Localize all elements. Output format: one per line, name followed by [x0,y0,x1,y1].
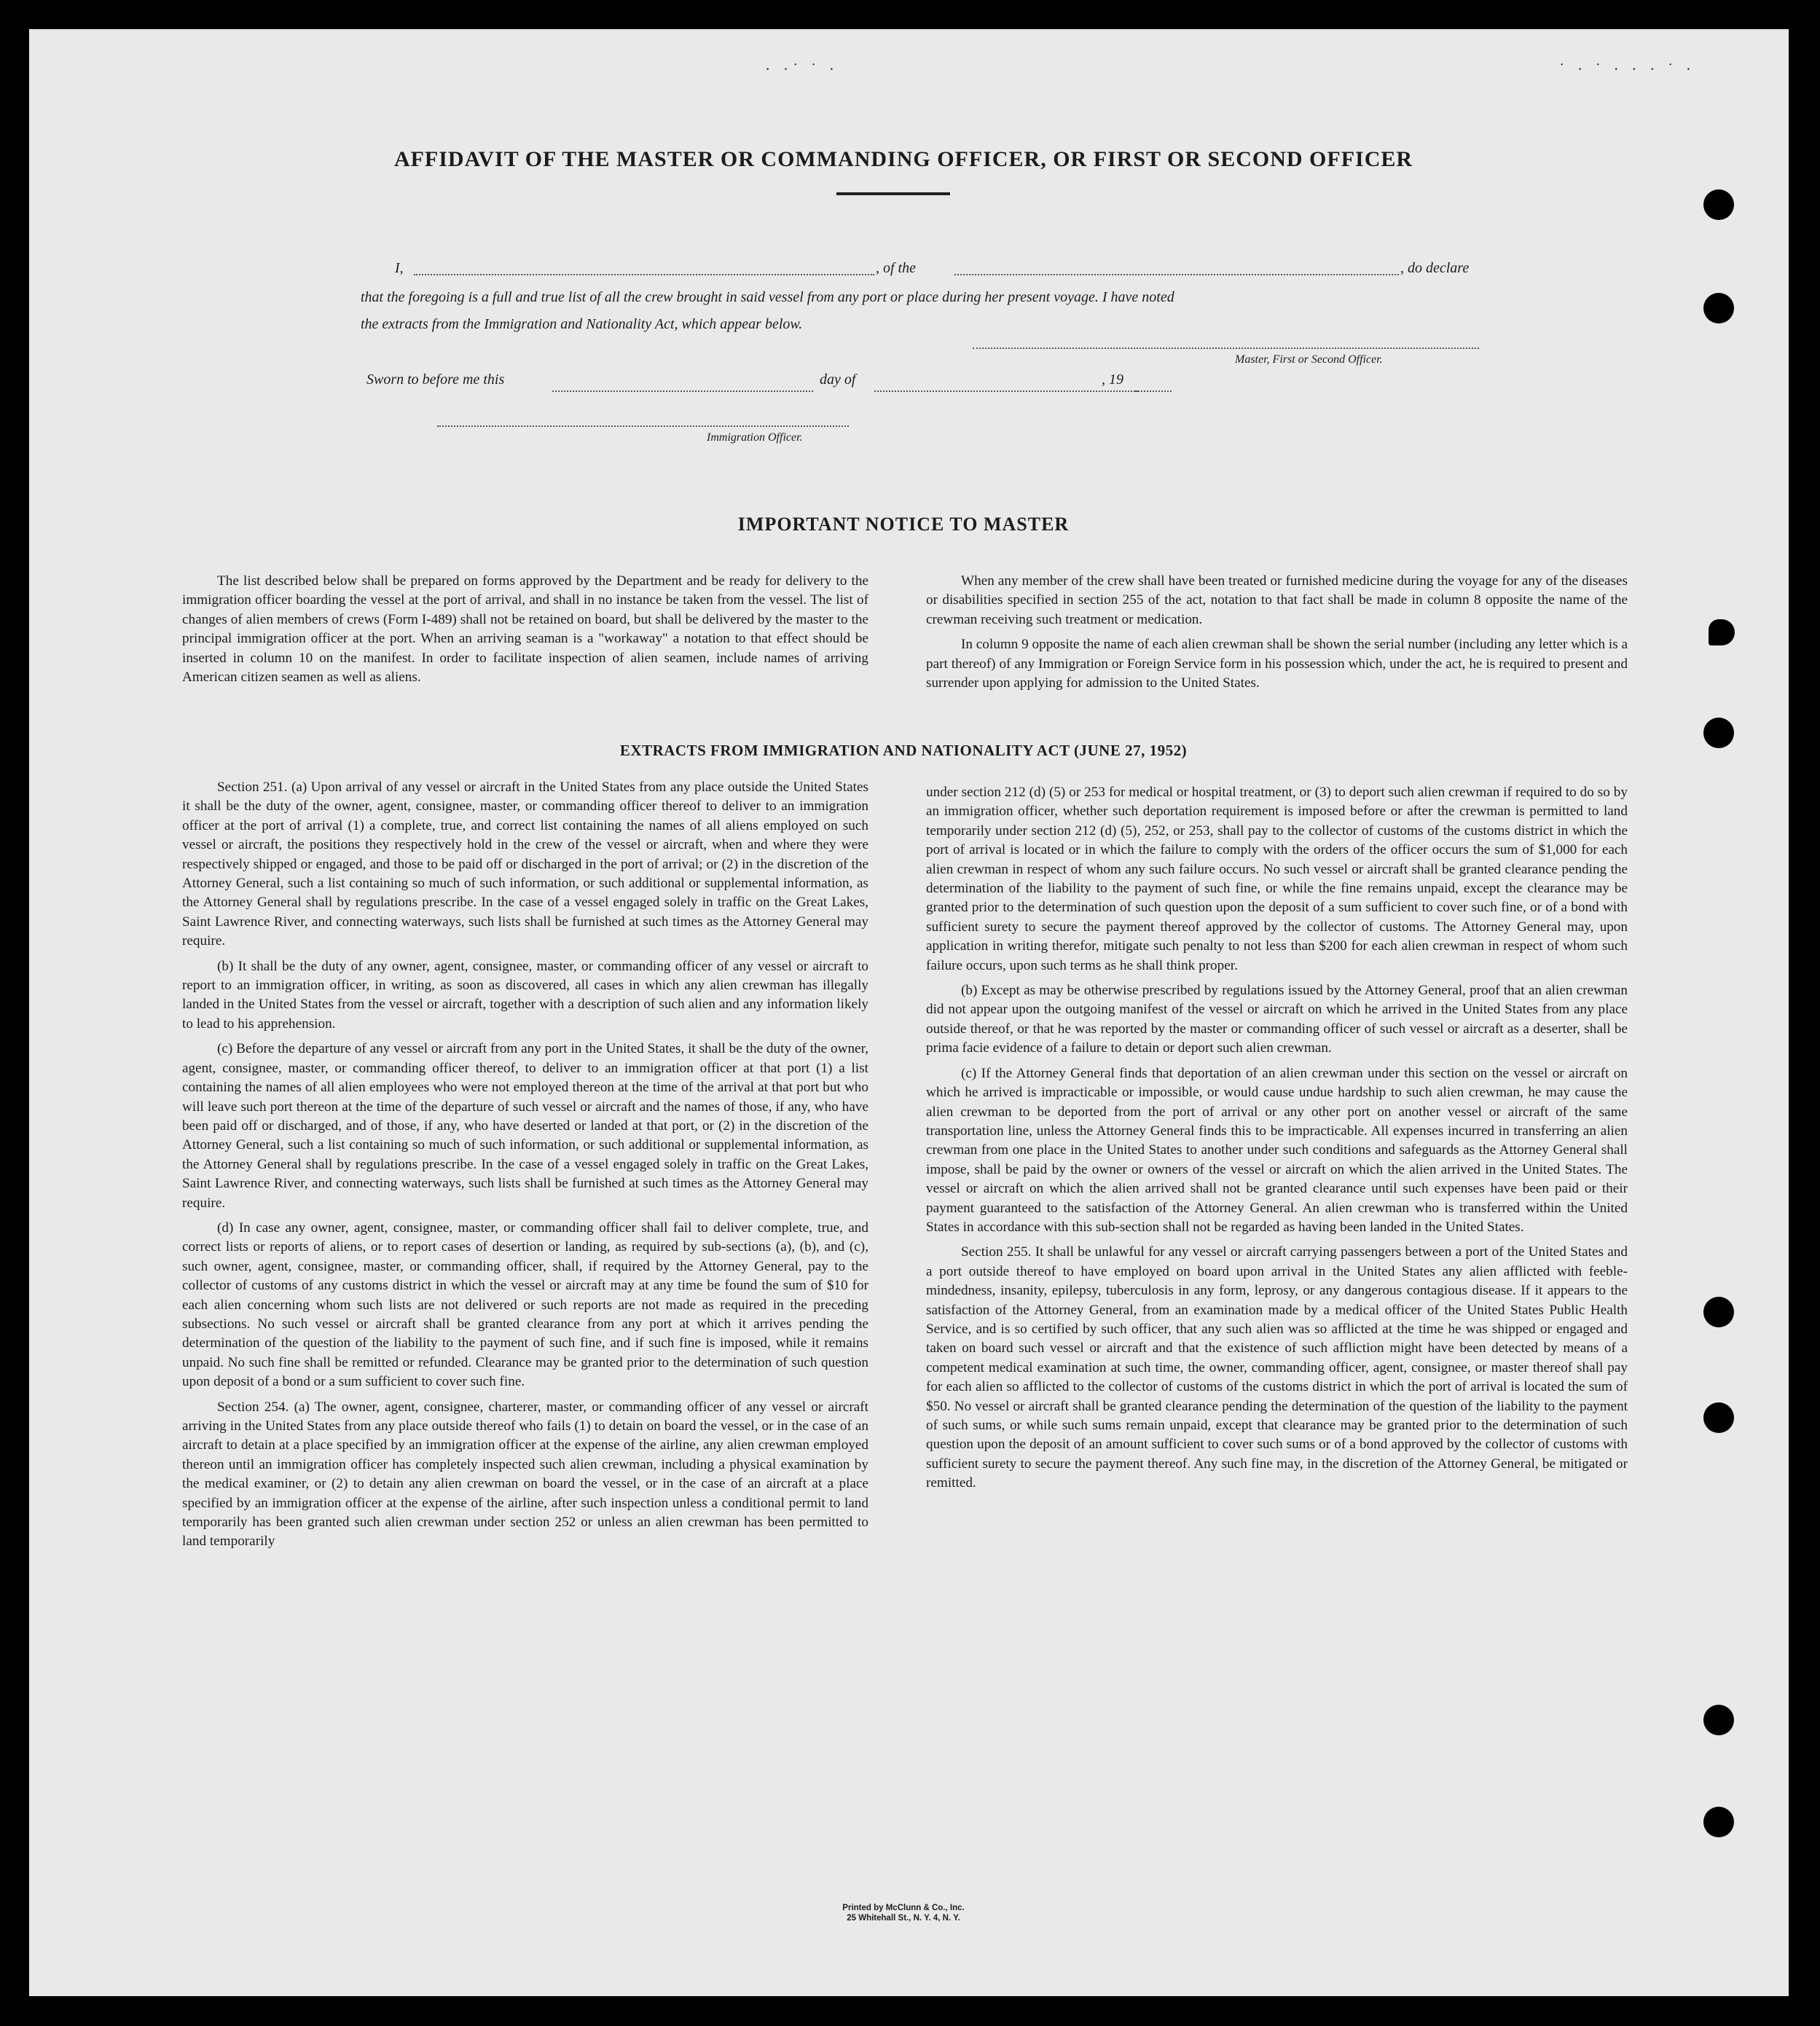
declaration-line-3: the extracts from the Immigration and Nationality Act, which appear below. [361,316,803,332]
sworn-year-prefix: , 19 [1102,372,1123,388]
immigration-officer-signature-line[interactable] [437,425,849,427]
extracts-right-column [926,783,1628,1499]
section-254-c: (c) If the Attorney General finds that deportation of an alien crewman under this section on the vessel or aircraft on which he arrived is impracticable or impossible, or would cause undue hardship to such alien crewman, he may cause the alien crewman to be deported from the port of arrival or any other port on another vessel or aircraft of the same transportation line, unless the Attorney General finds this to be impracticable. All expenses incurred in transferring an alien crewman from one place in the United States to another under such conditions and safeguards as the Attorney General shall impose, shall be paid by the owner or owners of the vessel or aircraft on which the alien arrived in the United States. The vessel or aircraft on which the alien arrived shall not be granted clearance until such expenses have been paid or their payment guaranteed to the satisfaction of the Attorney General. An alien crewman who is transferred within the United States in accordance with this sub-section shall not be regarded as having been landed in the United States. [926,1065,1628,1235]
declaration-do-declare-label: , do declare [1400,260,1470,276]
notice-right-column [926,572,1628,699]
declaration-of-the-label: , of the [876,260,916,276]
master-signature-line[interactable] [973,348,1479,349]
affidavit-title: AFFIDAVIT OF THE MASTER OR COMMANDING OFFICER, OR FIRST OR SECOND OFFICER [393,147,1413,171]
scan-specks: · ·˙ ˙ · [765,60,839,78]
section-254-a-continued: under section 212 (d) (5) or 253 for medical or hospital treatment, or (3) to deport such alien crewman if required to do so by an immigration officer, whether such deportation requirement is imposed before or after the crewman is permitted to land temporarily under section 212 (d) (5), 252, or 253, shall pay to the collector of customs of the customs district in which the port of arrival is located or in which the failure to comply with the orders of the officer occurs the sum of $1,000 for each alien crewman in respect of whom any such failure occurs. No such vessel or aircraft shall be granted clearance pending the determination of the liability to the payment of such fine, or while the fine remains unpaid, except the clearance may be granted prior to the determination of such question upon the deposit of a sum sufficient to cover such fine, or of a bond with sufficient surety to secure the payment thereof approved by the collector of customs. The Attorney General may, upon application in writing therefor, mitigate such penalty to not less than $200 for each alien crewman in respect of whom such failure occurs, upon such terms as he shall think proper. [926,785,1628,973]
notice-right-paragraph: In column 9 opposite the name of each alien crewman shall be shown the serial number (including any letter which is a part thereof) of any Immigration or Foreign Service form in his possession which, under the act, he is required to present and surrender upon applying for admission to the United States. [926,637,1628,691]
extracts-heading: EXTRACTS FROM IMMIGRATION AND NATIONALITY ACT (JUNE 27, 1952) [619,742,1188,759]
section-251-d: (d) In case any owner, agent, consignee, master, or commanding officer shall fail to deliver complete, true, and correct lists or reports of aliens, or to report cases of desertion or landing, as required by sub-sections (a), (b), and (c), such owner, agent, consignee, master, or commanding officer, shall, if required by the Attorney General, pay to the collector of customs of any customs district in which the vessel or aircraft may at any time be found the sum of $10 for each alien concerning whom such lists are not delivered or such reports are not made as required in the preceding subsections. No such vessel or aircraft shall be granted clearance from any port at which it arrives pending the determination of the question of the liability to the payment of such fine, and if such fine is imposed, while it remains unpaid. No such fine shall be remitted or refunded. Clearance may be granted prior to the determination of such question upon deposit of a bond or a sum sufficient to cover such fine. [182,1220,868,1390]
sworn-day-of-label: day of [820,372,856,388]
sworn-day-field[interactable] [552,380,813,392]
sworn-year-field[interactable] [1135,380,1172,392]
notice-left-column [182,572,868,693]
section-255: Section 255. It shall be unlawful for any vessel or aircraft carrying passengers between a port of the United States and a port outside thereof to have employed on board upon arrival in the United States any alien afflicted with feeble-mindedness, insanity, epilepsy, tuberculosis in any form, leprosy, or any dangerous contagious disease. If it appears to the satisfaction of the Attorney General, from an examination made by a medical officer of the United States Public Health Service, and is so certified by such officer, that any such alien was so afflicted at the time he was shipped or engaged and taken on board such vessel or aircraft and that the existence of such affliction might have been detected by means of a competent medical examination at such time, the owner, commanding officer, agent, consignee, or master thereof shall pay for each alien so afflicted to the collector of customs of the customs district in which the port of arrival is located the sum of $50. No vessel or aircraft shall be granted clearance pending the determination of the question of the liability to the payment of such sums, or while such sums remain unpaid, except that clearance may be granted prior to the determination of such question upon the deposit of an amount sufficient to cover such sums or of a bond approved by the collector of customs with sufficient surety to secure the payment thereof. Any such fine may, in the discretion of the Attorney General, be mitigated or remitted. [926,1244,1628,1491]
scan-specks: ˙ · ˙ · · · ˙ · [1559,60,1696,78]
declaration-i-label: I, [395,260,404,276]
section-254-a: Section 254. (a) The owner, agent, consignee, charterer, master, or commanding officer of any vessel or aircraft arriving in the United States from any place outside thereof who fails (1) to detain on board the vessel, or in the case of an aircraft to detain at a place specified by an immigration officer at the expense of the airline, any alien crewman employed thereon until an immigration officer has completely inspected such alien crewman, including a physical examination by the medical examiner, or (2) to detain any alien crewman on board the vessel, or in the case of an aircraft at a place specified by an immigration officer at the expense of the airline, after such inspection unless a conditional permit to land temporarily has been granted such alien crewman under section 252 or unless an alien crewman has been permitted to land temporarily [182,1399,868,1550]
notice-left-paragraph: The list described below shall be prepared on forms approved by the Department and be ready for delivery to the immigration officer boarding the vessel at the port of arrival, and shall in no instance be taken from the vessel. The list of changes of alien members of crews (Form I-489) shall not be retained on board, but shall be delivered by the master to the principal immigration officer at the port. When an arriving seaman is a "workaway" a notation to that effect should be inserted in column 10 on the manifest. In order to facilitate inspection of alien seamen, include names of arriving American citizen seamen as well as aliens. [182,573,868,686]
binder-hole-icon [1703,293,1734,323]
section-254-b: (b) Except as may be otherwise prescribed by regulations issued by the Attorney General, proof that an alien crewman did not appear upon the outgoing manifest of the vessel or aircraft on which he arrived in the United States from any place outside thereof, or that he was reported by the master or commanding officer of such vessel or aircraft as a deserter, shall be prima facie evidence of a failure to detain or deport such alien crewman. [926,983,1628,1056]
binder-hole-icon [1709,619,1735,645]
binder-hole-icon [1703,718,1734,748]
section-251-a: Section 251. (a) Upon arrival of any vessel or aircraft in the United States from any place outside the United States it shall be the duty of the owner, agent, consignee, master, or commanding officer thereof to deliver to an immigration officer at the port of arrival (1) a complete, true, and correct list containing the names of all aliens employed on such vessel or aircraft, the positions they respectively hold in the crew of the vessel or aircraft, when and where they were respectively shipped or engaged, and those to be paid off or discharged in the port of arrival; or (2) in the discretion of the Attorney General, such a list containing so much of such information, or such additional or supplemental information, as the Attorney General shall by regulations prescribe. In the case of a vessel engaged solely in traffic on the Great Lakes, Saint Lawrence River, and connecting waterways, such lists shall be furnished at such times as the Attorney General may require. [182,780,868,949]
notice-heading: IMPORTANT NOTICE TO MASTER [737,514,1070,535]
declaration-line-2: that the foregoing is a full and true list of all the crew brought in said vessel from any port or place during her present voyage. I have noted [361,289,1174,305]
binder-hole-icon [1703,1402,1734,1433]
sworn-month-field[interactable] [874,380,1138,392]
extracts-left-column [182,778,868,1558]
sworn-label: Sworn to before me this [366,372,505,388]
printer-imprint [29,1903,1778,1923]
section-251-c: (c) Before the departure of any vessel or aircraft from any port in the United States, it shall be the duty of the owner, agent, consignee, master, or commanding officer thereof, to deliver to an immigration officer at that port (1) a list containing the names of all alien employees who were not employed thereon at the time of the arrival at that port but who will leave such port thereon at the time of the departure of such vessel or aircraft and the names of those, if any, who have been paid off or discharged, and of those, if any, who have deserted or landed at that port, or (2) in the discretion of the Attorney General, such a list containing so much of such information, or such additional or supplemental information, as the Attorney General shall by regulations prescribe. In the case of a vessel engaged solely in traffic on the Great Lakes, Saint Lawrence River, and connecting waterways, such lists shall be furnished at such times as the Attorney General may require. [182,1041,868,1211]
master-signature-caption: Master, First or Second Officer. [1235,353,1383,366]
declarant-name-field[interactable] [414,264,874,275]
form-page [29,29,1789,1996]
printer-line-2: 25 Whitehall St., N. Y. 4, N. Y. [847,1914,960,1923]
binder-hole-icon [1703,1807,1734,1837]
binder-hole-icon [1703,1705,1734,1735]
binder-hole-icon [1703,1297,1734,1327]
section-251-b: (b) It shall be the duty of any owner, agent, consignee, master, or commanding officer of any vessel or aircraft to report to an immigration officer, in writing, as soon as discovered, all cases in which any alien crewman has illegally landed in the United States from the vessel or aircraft, together with a description of such alien and any information likely to lead to his apprehension. [182,958,868,1032]
printer-line-1: Printed by McClunn & Co., Inc. [842,1904,965,1912]
title-divider [836,192,950,195]
binder-hole-icon [1703,189,1734,220]
vessel-name-field[interactable] [954,264,1399,275]
immigration-officer-caption: Immigration Officer. [707,431,803,444]
notice-right-paragraph: When any member of the crew shall have been treated or furnished medicine during the voyage for any of the diseases or disabilities specified in section 255 of the act, notation to that fact shall be made in column 8 opposite the name of the crewman receiving such treatment or medication. [926,573,1628,627]
